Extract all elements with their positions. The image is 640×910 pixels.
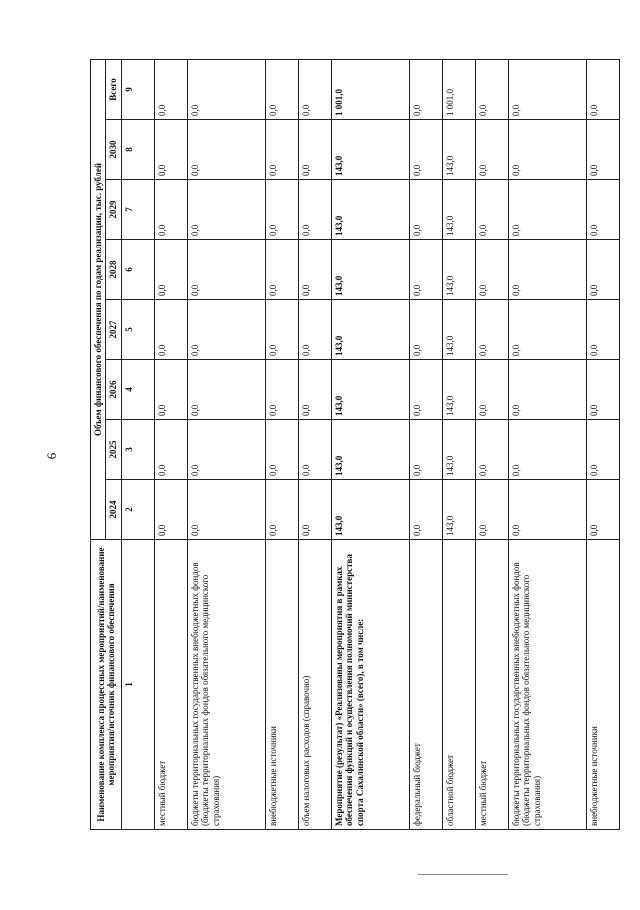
value-cell: 0,0 bbox=[265, 420, 298, 480]
header-year: 2026 bbox=[106, 360, 121, 420]
value-cell: 0,0 bbox=[265, 480, 298, 540]
value-cell: 0,0 bbox=[586, 120, 619, 180]
table-row bbox=[586, 59, 619, 829]
index-row bbox=[121, 59, 154, 829]
value-cell: 0,0 bbox=[154, 120, 187, 180]
row-name-cell: Мероприятие (результат) «Реализованы мероприятия в рамках обеспечения функций и осуществления полномочий министерства спорта Сахалинской области» (всего), в том числе: bbox=[331, 540, 409, 830]
row-name-cell: внебюджетные источники bbox=[586, 540, 619, 830]
value-cell: 143,0 bbox=[442, 480, 475, 540]
value-cell: 0,0 bbox=[508, 480, 586, 540]
table-row bbox=[331, 59, 409, 829]
value-cell: 0,0 bbox=[154, 360, 187, 420]
header-year: 2025 bbox=[106, 420, 121, 480]
value-cell: 0,0 bbox=[154, 420, 187, 480]
value-cell: 0,0 bbox=[298, 240, 331, 300]
value-cell: 0,0 bbox=[409, 300, 442, 360]
value-cell: 0,0 bbox=[508, 300, 586, 360]
value-cell: 0,0 bbox=[154, 180, 187, 240]
value-cell: 0,0 bbox=[409, 240, 442, 300]
value-cell: 0,0 bbox=[508, 420, 586, 480]
value-cell: 0,0 bbox=[475, 240, 508, 300]
value-cell: 0,0 bbox=[586, 180, 619, 240]
value-cell: 0,0 bbox=[298, 180, 331, 240]
footer-rule bbox=[418, 874, 508, 875]
row-name-cell: областной бюджет bbox=[442, 540, 475, 830]
value-cell: 143,0 bbox=[331, 480, 409, 540]
value-cell: 0,0 bbox=[586, 240, 619, 300]
value-cell: 143,0 bbox=[442, 420, 475, 480]
row-name-cell: местный бюджет bbox=[475, 540, 508, 830]
value-cell: 143,0 bbox=[442, 300, 475, 360]
value-cell: 0,0 bbox=[409, 120, 442, 180]
page-number: 6 bbox=[44, 452, 59, 460]
financing-table bbox=[90, 59, 620, 830]
value-cell: 0,0 bbox=[265, 59, 298, 119]
value-cell: 0,0 bbox=[154, 300, 187, 360]
index-cell: 5 bbox=[121, 300, 154, 360]
value-cell: 0,0 bbox=[187, 420, 265, 480]
value-cell: 0,0 bbox=[298, 360, 331, 420]
table-row bbox=[298, 59, 331, 829]
header-total: Всего bbox=[106, 59, 121, 119]
value-cell: 0,0 bbox=[265, 180, 298, 240]
value-cell: 0,0 bbox=[586, 480, 619, 540]
value-cell: 0,0 bbox=[265, 360, 298, 420]
value-cell: 0,0 bbox=[475, 300, 508, 360]
index-cell: 7 bbox=[121, 180, 154, 240]
header-volume-column: Объем финансового обеспечения по годам реализации, тыс. рублей bbox=[91, 59, 106, 539]
value-cell: 143,0 bbox=[442, 120, 475, 180]
table-row bbox=[154, 59, 187, 829]
value-cell: 143,0 bbox=[442, 240, 475, 300]
value-cell: 0,0 bbox=[187, 300, 265, 360]
row-name-cell: местный бюджет bbox=[154, 540, 187, 830]
value-cell: 0,0 bbox=[409, 59, 442, 119]
header-year: 2024 bbox=[106, 480, 121, 540]
value-cell: 0,0 bbox=[265, 120, 298, 180]
value-cell: 0,0 bbox=[475, 360, 508, 420]
value-cell: 0,0 bbox=[508, 360, 586, 420]
value-cell: 0,0 bbox=[409, 420, 442, 480]
table-row bbox=[508, 59, 586, 829]
index-cell: 8 bbox=[121, 120, 154, 180]
value-cell: 0,0 bbox=[508, 120, 586, 180]
value-cell: 0,0 bbox=[154, 59, 187, 119]
value-cell: 0,0 bbox=[508, 240, 586, 300]
header-year: 2028 bbox=[106, 240, 121, 300]
value-cell: 0,0 bbox=[409, 180, 442, 240]
value-cell: 0,0 bbox=[586, 300, 619, 360]
value-cell: 0,0 bbox=[187, 360, 265, 420]
value-cell: 0,0 bbox=[187, 180, 265, 240]
value-cell: 143,0 bbox=[331, 360, 409, 420]
table-row bbox=[409, 59, 442, 829]
value-cell: 0,0 bbox=[187, 240, 265, 300]
value-cell: 0,0 bbox=[508, 59, 586, 119]
row-name-cell: внебюджетные источники bbox=[265, 540, 298, 830]
table-row bbox=[265, 59, 298, 829]
index-cell: 6 bbox=[121, 240, 154, 300]
value-cell: 0,0 bbox=[187, 120, 265, 180]
value-cell: 143,0 bbox=[331, 420, 409, 480]
header-year: 2027 bbox=[106, 300, 121, 360]
value-cell: 0,0 bbox=[298, 59, 331, 119]
value-cell: 0,0 bbox=[475, 480, 508, 540]
value-cell: 0,0 bbox=[265, 240, 298, 300]
value-cell: 0,0 bbox=[586, 420, 619, 480]
row-name-cell: бюджеты территориальных государственных внебюджетных фондов (бюджеты территориальных фондов обязательного медицинского страхования) bbox=[508, 540, 586, 830]
value-cell: 0,0 bbox=[586, 360, 619, 420]
table-row bbox=[442, 59, 475, 829]
row-name-cell: объем налоговых расходов (справочно) bbox=[298, 540, 331, 830]
value-cell: 143,0 bbox=[331, 240, 409, 300]
value-cell: 0,0 bbox=[409, 360, 442, 420]
index-cell: 2 bbox=[121, 480, 154, 540]
value-cell: 0,0 bbox=[154, 480, 187, 540]
value-cell: 0,0 bbox=[298, 480, 331, 540]
value-cell: 0,0 bbox=[187, 59, 265, 119]
table-row bbox=[475, 59, 508, 829]
value-cell: 143,0 bbox=[331, 120, 409, 180]
value-cell: 0,0 bbox=[187, 480, 265, 540]
value-cell: 0,0 bbox=[265, 300, 298, 360]
index-cell: 9 bbox=[121, 59, 154, 119]
index-cell: 1 bbox=[121, 540, 154, 830]
value-cell: 1 001,0 bbox=[442, 59, 475, 119]
row-name-cell: федеральный бюджет bbox=[409, 540, 442, 830]
index-cell: 4 bbox=[121, 360, 154, 420]
index-cell: 3 bbox=[121, 420, 154, 480]
value-cell: 0,0 bbox=[409, 480, 442, 540]
header-name-column: Наименование комплекса процессных мероприятий/наименование мероприятия/источник финансового обеспечения bbox=[91, 540, 122, 830]
table-row bbox=[187, 59, 265, 829]
value-cell: 1 001,0 bbox=[331, 59, 409, 119]
header-year: 2030 bbox=[106, 120, 121, 180]
value-cell: 0,0 bbox=[154, 240, 187, 300]
value-cell: 0,0 bbox=[298, 120, 331, 180]
value-cell: 143,0 bbox=[442, 360, 475, 420]
value-cell: 143,0 bbox=[331, 180, 409, 240]
value-cell: 0,0 bbox=[475, 59, 508, 119]
value-cell: 0,0 bbox=[475, 120, 508, 180]
value-cell: 143,0 bbox=[331, 300, 409, 360]
value-cell: 0,0 bbox=[475, 180, 508, 240]
row-name-cell: бюджеты территориальных государственных внебюджетных фондов (бюджеты территориальных фондов обязательного медицинского страхования) bbox=[187, 540, 265, 830]
value-cell: 0,0 bbox=[475, 420, 508, 480]
value-cell: 0,0 bbox=[586, 59, 619, 119]
header-year: 2029 bbox=[106, 180, 121, 240]
rotated-table-container bbox=[90, 60, 620, 830]
value-cell: 0,0 bbox=[298, 300, 331, 360]
value-cell: 0,0 bbox=[508, 180, 586, 240]
value-cell: 143,0 bbox=[442, 180, 475, 240]
value-cell: 0,0 bbox=[298, 420, 331, 480]
